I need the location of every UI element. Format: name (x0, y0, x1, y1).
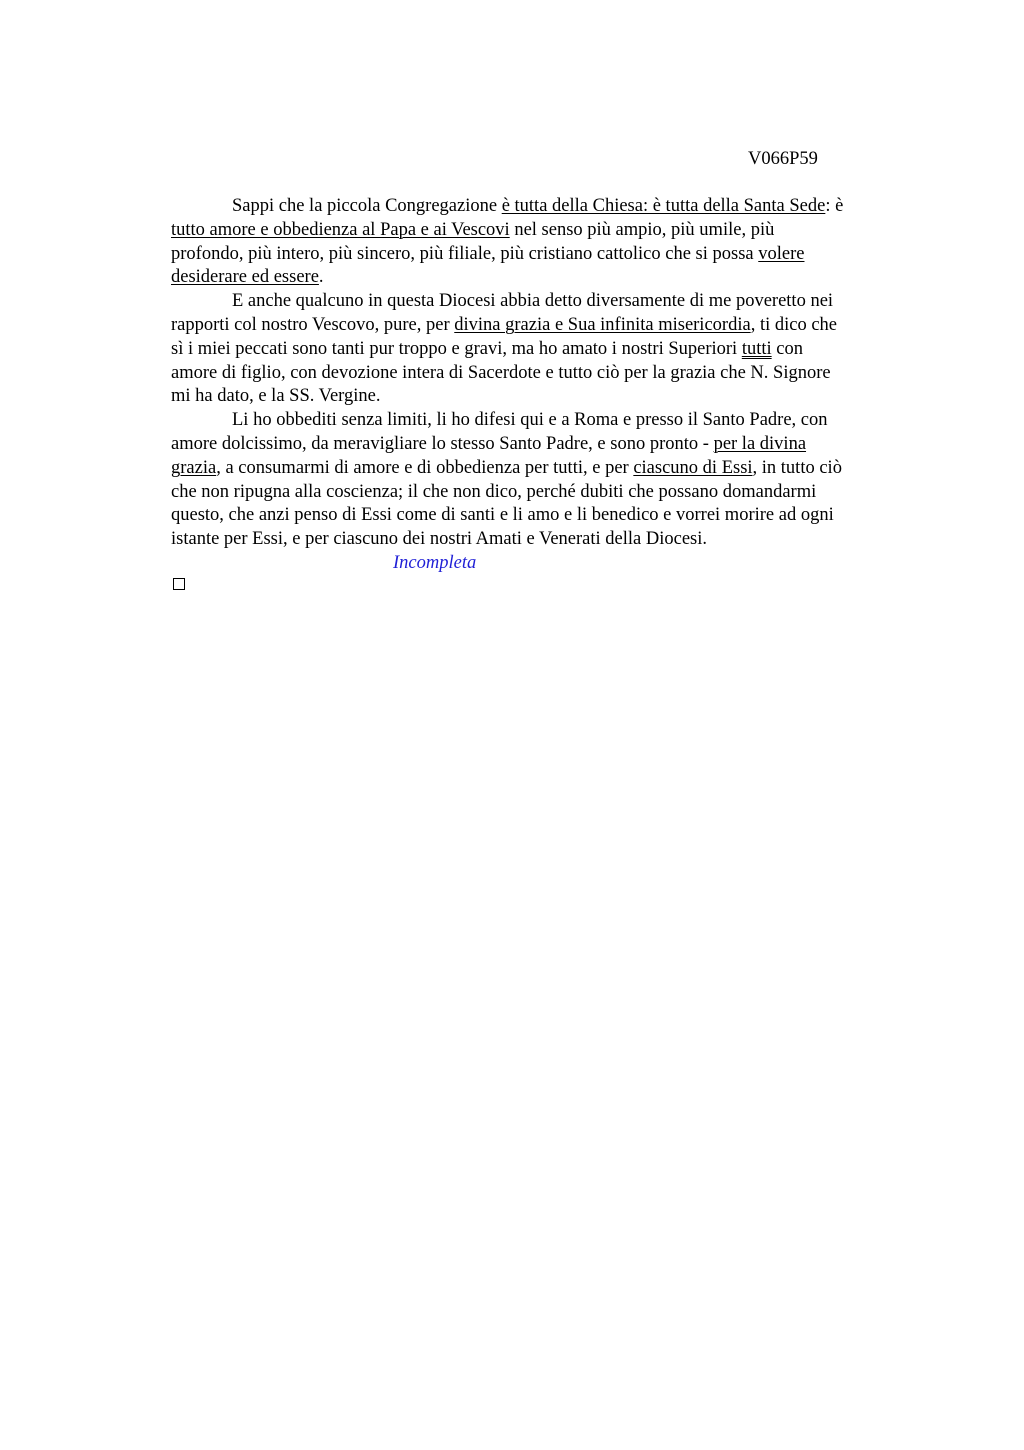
text-segment: sì i miei peccati sono tanti pur troppo e gravi, ma ho amato i nostri Superiori (171, 338, 742, 359)
text-segment: . (318, 267, 324, 288)
text-segment: con (771, 338, 803, 359)
text-line (171, 195, 917, 219)
text-segment: amore dolcissimo, da meravigliare lo stesso Santo Padre, e sono pronto - (171, 433, 714, 454)
text-segment: istante per Essi, e per ciascuno dei nostri Amati e Venerati della Diocesi. (171, 529, 707, 550)
status-label: Incompleta (393, 553, 477, 573)
text-segment: che non ripugna alla coscienza; il che non dico, perché dubiti che possano domandarmi (171, 481, 817, 502)
double-underlined-text: tutti (741, 338, 772, 359)
text-segment: nel senso più ampio, più umile, più (509, 219, 775, 240)
underlined-text: ciascuno di Essi (633, 457, 753, 478)
empty-square-icon[interactable] (173, 578, 185, 590)
text-line (171, 433, 917, 457)
underlined-text: desiderare ed essere (171, 267, 319, 288)
text-segment: rapporti col nostro Vescovo, pure, per (171, 314, 455, 335)
text-segment: Sappi che la piccola Congregazione (232, 196, 502, 216)
text-segment: , ti dico che (750, 314, 837, 335)
text-segment: profondo, più intero, più sincero, più filiale, più cristiano cattolico che si possa (171, 243, 759, 264)
text-segment: amore di figlio, con devozione intera di Sacerdote e tutto ciò per la grazia che N. Signore (171, 362, 831, 383)
underlined-text: grazia (171, 457, 217, 478)
text-line (171, 457, 917, 481)
text-segment: , in tutto ciò (752, 457, 842, 478)
text-line (171, 362, 917, 386)
text-line (171, 385, 917, 409)
text-line (171, 290, 917, 314)
text-line (171, 481, 917, 505)
text-line (171, 504, 917, 528)
underlined-text: è tutta della Chiesa: è tutta della Santa Sede (501, 196, 826, 216)
underlined-text: tutto amore e obbedienza al Papa e ai Vescovi (171, 219, 510, 240)
text-line (171, 243, 917, 267)
text-line (171, 266, 917, 290)
document-reference-code: V066P59 (748, 149, 818, 169)
underlined-text: volere (758, 243, 805, 264)
text-segment: mi ha dato, e la SS. Vergine. (171, 386, 381, 407)
underlined-text: divina grazia e Sua infinita misericordia (454, 314, 751, 335)
text-line (171, 314, 917, 338)
text-segment: E anche qualcuno in questa Diocesi abbia detto diversamente di me poveretto nei (232, 291, 834, 312)
document-body (171, 195, 917, 552)
text-line (171, 219, 917, 243)
text-line (171, 409, 917, 433)
text-segment: questo, che anzi penso di Essi come di santi e li amo e li benedico e vorrei morire ad ogni (171, 505, 834, 526)
text-segment: , a consumarmi di amore e di obbedienza per tutti, e per (216, 457, 634, 478)
text-segment: Li ho obbediti senza limiti, li ho difesi qui e a Roma e presso il Santo Padre, con (232, 410, 828, 431)
text-segment: : è (825, 196, 844, 216)
underlined-text: per la divina (713, 433, 807, 454)
text-line (171, 528, 917, 552)
text-line (171, 338, 917, 362)
